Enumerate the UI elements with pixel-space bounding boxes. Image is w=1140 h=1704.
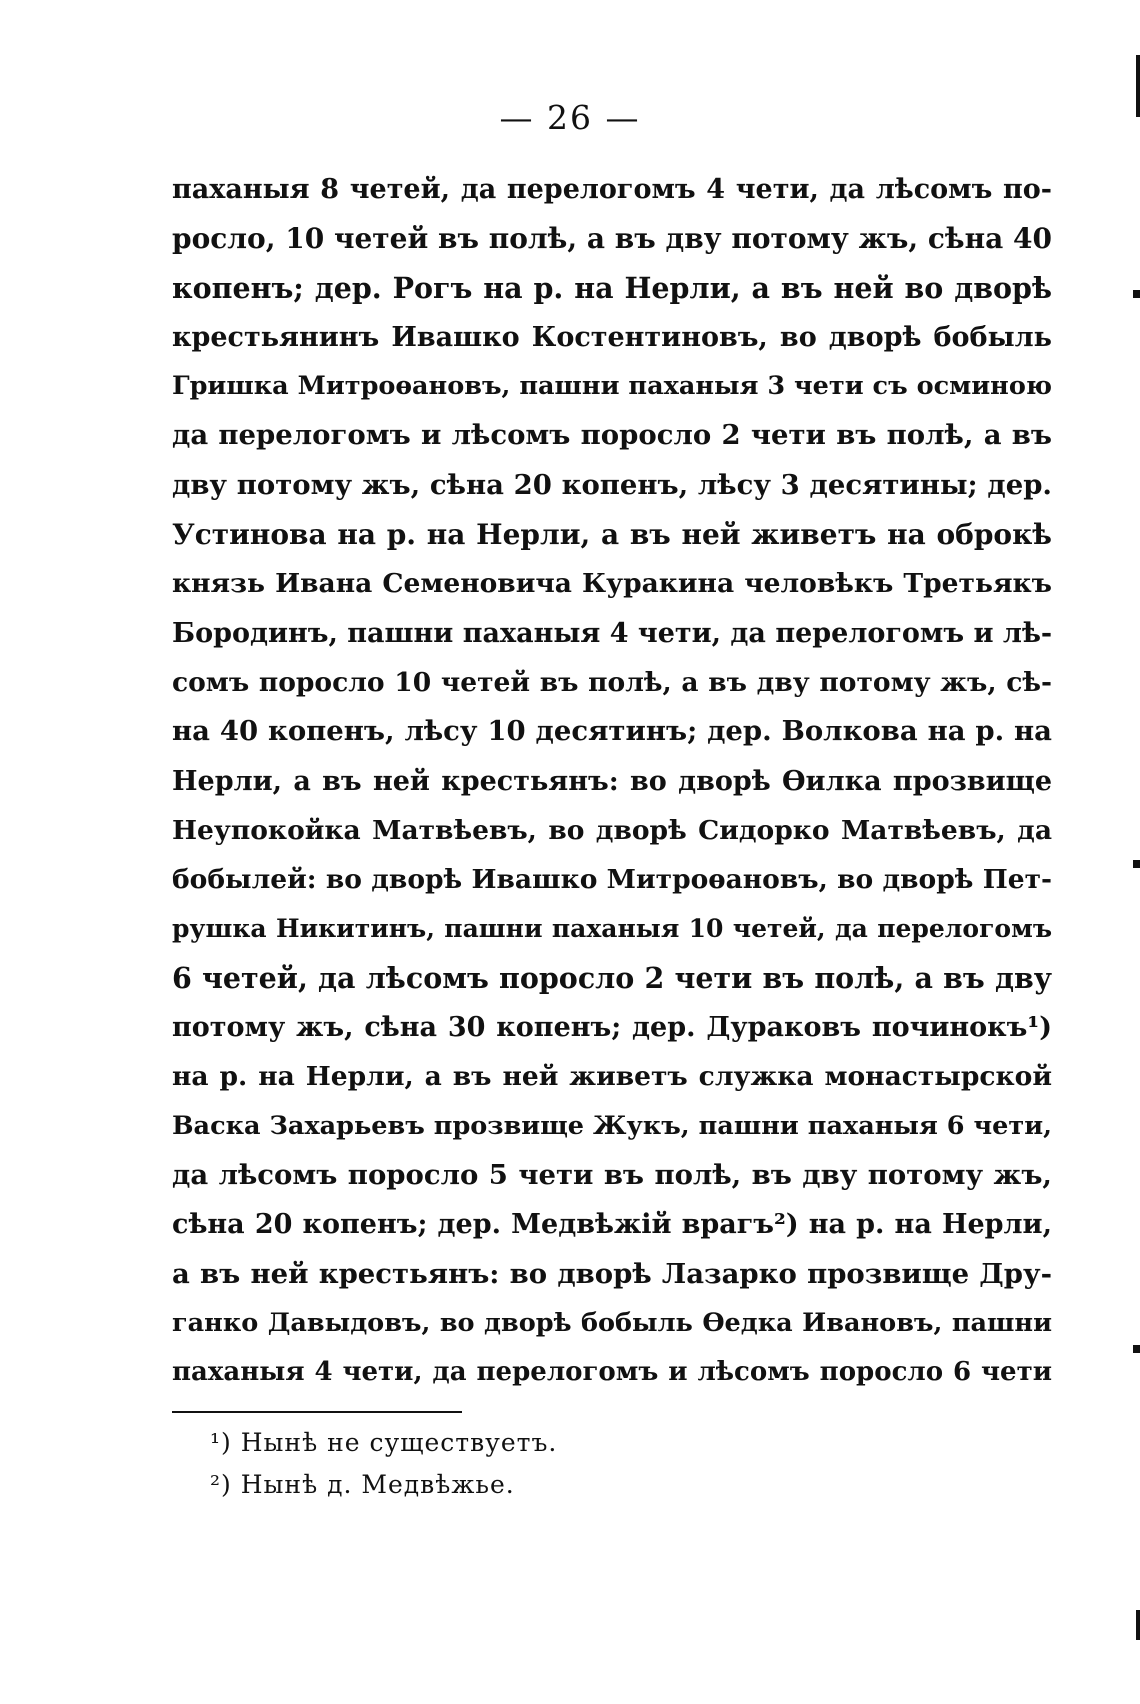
footnote: ²) Нынѣ д. Медвѣжье. <box>210 1470 515 1499</box>
text-line: Васка Захарьевъ прозвище Жукъ, пашни паханыя 6 чети, <box>172 1110 1052 1141</box>
footnote: ¹) Нынѣ не существуетъ. <box>210 1428 558 1457</box>
text-line: копенъ; дер. Рогъ на р. на Нерли, а въ ней во дворѣ <box>172 270 1052 305</box>
text-line: крестьянинъ Ивашко Костентиновъ, во дворѣ бобыль <box>172 321 1052 353</box>
text-line: да лѣсомъ поросло 5 чети въ полѣ, въ дву потому жъ, <box>172 1158 1052 1191</box>
text-line: сѣна 20 копенъ; дер. Медвѣжій врагъ²) на р. на Нерли, <box>172 1209 1052 1241</box>
scan-edge-mark <box>1133 860 1140 868</box>
scan-edge-mark <box>1133 290 1140 298</box>
footnote-divider <box>172 1411 462 1413</box>
text-line: а въ ней крестьянъ: во дворѣ Лазарко прозвище Дру- <box>172 1257 1052 1290</box>
text-line: рушка Никитинъ, пашни паханыя 10 четей, да перелогомъ <box>172 914 1052 944</box>
text-line: да перелогомъ и лѣсомъ поросло 2 чети въ полѣ, а въ <box>172 419 1052 452</box>
text-line: дву потому жъ, сѣна 20 копенъ, лѣсу 3 десятины; дер. <box>172 468 1052 501</box>
text-line: Устинова на р. на Нерли, а въ ней живетъ на оброкѣ <box>172 518 1052 552</box>
text-line: князь Ивана Семеновича Куракина человѣкъ Третьякъ <box>172 568 1052 600</box>
text-line: паханыя 4 чети, да перелогомъ и лѣсомъ поросло 6 чети <box>172 1357 1052 1388</box>
scan-edge-mark <box>1136 55 1140 117</box>
footnotes <box>210 1422 910 1506</box>
text-line: 6 четей, да лѣсомъ поросло 2 чети въ полѣ, а въ дву <box>172 960 1052 995</box>
text-line: ганко Давыдовъ, во дворѣ бобыль Ѳедка Ивановъ, пашни <box>172 1307 1052 1338</box>
text-line: сомъ поросло 10 четей въ полѣ, а въ дву потому жъ, сѣ- <box>172 666 1052 698</box>
scan-edge-mark <box>1133 1345 1140 1353</box>
text-line: паханыя 8 четей, да перелогомъ 4 чети, да лѣсомъ по- <box>172 174 1052 205</box>
text-line: Неупокойка Матвѣевъ, во дворѣ Сидорко Матвѣевъ, да <box>172 814 1052 846</box>
text-line: на р. на Нерли, а въ ней живетъ служка монастырской <box>172 1061 1052 1093</box>
text-line: Гришка Митроѳановъ, пашни паханыя 3 чети съ осминою <box>172 371 1052 402</box>
text-line: росло, 10 четей въ полѣ, а въ дву потому жъ, сѣна 40 <box>172 222 1052 256</box>
text-line: бобылей: во дворѣ Ивашко Митроѳановъ, во дворѣ Пет- <box>172 864 1052 896</box>
text-line: Бородинъ, пашни паханыя 4 чети, да перелогомъ и лѣ- <box>172 617 1052 649</box>
text-line: потому жъ, сѣна 30 копенъ; дер. Дураковъ починокъ¹) <box>172 1012 1052 1044</box>
page-number: — 26 — <box>499 98 641 137</box>
scan-edge-mark <box>1136 1610 1140 1640</box>
text-line: Нерли, а въ ней крестьянъ: во дворѣ Ѳилка прозвище <box>172 765 1052 797</box>
body-text <box>172 165 1052 1397</box>
text-line: на 40 копенъ, лѣсу 10 десятинъ; дер. Волкова на р. на <box>172 715 1052 748</box>
